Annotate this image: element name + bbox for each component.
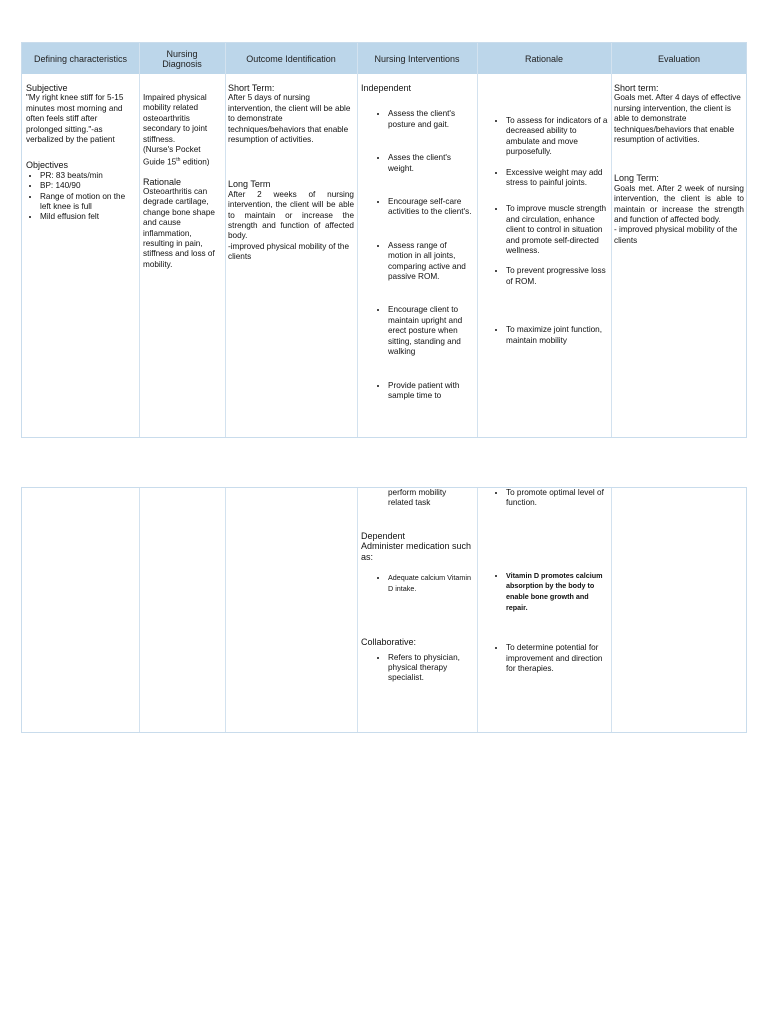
dependent-item: • Adequate calcium Vitamin D intake. [388, 573, 473, 594]
evaluation-long-label: Long Term: [614, 173, 659, 184]
objectives-list [26, 171, 134, 223]
dependent-list [361, 573, 473, 594]
diagnosis-text: Impaired physical mobility related osteoarthritis secondary to joint stiffness. [143, 93, 208, 144]
rationale-item: • Vitamin D promotes calcium absorption by the body to enable bone growth and repair. [506, 571, 608, 613]
outcome-long-text: After 2 weeks of nursing intervention, the client will be able to maintain or increase the strength and function of affected body. [228, 189, 354, 241]
intervention-continued-text: perform mobility related task [388, 488, 447, 508]
objective-item: • BP: 140/90 [40, 181, 134, 191]
column-divider [477, 488, 478, 732]
column-divider [225, 488, 226, 732]
subjective-label: Subjective [26, 83, 68, 93]
intervention-item: • Assess range of motion in all joints, comparing active and passive ROM. [388, 241, 473, 283]
defining-characteristics-cell [26, 83, 134, 223]
outcome-long-label: Long Term [228, 179, 271, 190]
header-rationale: Rationale [524, 53, 564, 64]
rationale-item: • To improve muscle strength and circulation, enhance client to control in situation and promote self-directed wellness. [506, 204, 608, 256]
intervention-item: • Assess the client's posture and gait. [388, 109, 473, 130]
column-divider [139, 43, 140, 437]
evaluation-long-text: Goals met. After 2 week of nursing intervention, the client is able to maintain or increase the strength and function of affected body. [614, 183, 744, 225]
intervention-list [361, 109, 473, 401]
rationale-continued-cell [480, 488, 608, 674]
nursing-interventions-continued-cell [361, 488, 473, 684]
header-defining-characteristics: Defining characteristics [33, 53, 128, 64]
column-divider [611, 43, 612, 437]
outcome-long-extra: -improved physical mobility of the clients [228, 241, 350, 262]
rationale-list [480, 116, 608, 346]
collaborative-label: Collaborative: [361, 637, 417, 648]
table-header-row [22, 43, 746, 74]
intervention-item: • Provide patient with sample time to [388, 381, 473, 402]
intervention-item: • Encourage self-care activities to the client's. [388, 197, 473, 218]
rationale-item: • To determine potential for improvement and direction for therapies. [506, 643, 608, 674]
outcome-short-text: After 5 days of nursing intervention, the client will be able to demonstrate techniques/behaviors that enable resumption of activities. [228, 93, 351, 145]
dependent-text: Administer medication such as: [361, 541, 472, 562]
diagnosis-rationale-text: Osteoarthritis can degrade cartilage, change bone shape and cause inflammation, resulting in pain, stiffness and loss of mobility. [143, 186, 215, 269]
column-divider [611, 488, 612, 732]
rationale-item: • To promote optimal level of function. [506, 488, 608, 509]
rationale-item: • To maximize joint function, maintain mobility [506, 325, 608, 346]
rationale-item: • To prevent progressive loss of ROM. [506, 266, 608, 287]
column-divider [477, 43, 478, 437]
header-nursing-interventions: Nursing Interventions [374, 53, 460, 64]
subjective-text: "My right knee stiff for 5-15 minutes most morning and often feels stiff after prolonged sitting."-as verbalized by the patient [26, 93, 124, 145]
nursing-diagnosis-cell [143, 93, 223, 270]
diagnosis-source [143, 145, 223, 169]
nursing-interventions-cell [361, 83, 473, 437]
intervention-item: • Asses the client's weight. [388, 153, 473, 174]
column-divider [139, 488, 140, 732]
evaluation-short-label: Short term: [614, 83, 659, 93]
care-plan-table-page-2 [21, 487, 747, 733]
column-divider [357, 43, 358, 437]
collaborative-list [361, 653, 473, 684]
column-divider [225, 43, 226, 437]
intervention-item: • Encourage client to maintain upright and erect posture when sitting, standing and walking [388, 305, 473, 357]
rationale-item: • To assess for indicators of a decreased ability to ambulate and move purposefully. [506, 116, 608, 158]
dependent-label: Dependent [361, 530, 406, 541]
evaluation-long-extra: - improved physical mobility of the clients [614, 225, 738, 245]
objective-item: • PR: 83 beats/min [40, 171, 134, 181]
diagnosis-source-sup: th [176, 157, 181, 164]
collaborative-item: • Refers to physician, physical therapy specialist. [388, 653, 473, 684]
diagnosis-source-edition: edition) [180, 158, 210, 168]
diagnosis-rationale-label: Rationale [143, 176, 182, 187]
header-nursing-diagnosis: Nursing Diagnosis [162, 48, 202, 69]
outcome-identification-cell [228, 83, 354, 263]
care-plan-table-page-1 [21, 42, 747, 438]
outcome-short-label: Short Term: [228, 83, 275, 93]
rationale-continued-list [480, 488, 608, 674]
header-evaluation: Evaluation [657, 53, 701, 64]
evaluation-short-text: Goals met. After 4 days of effective nursing intervention, the client is able to demonstrate techniques/behaviors that enable resumption of activities. [614, 93, 741, 145]
objectives-label: Objectives [26, 160, 69, 171]
rationale-cell [480, 116, 608, 346]
independent-label: Independent [361, 83, 412, 93]
diagnosis-source-text: (Nurse's Pocket Guide 15 [143, 145, 201, 168]
rationale-item: • Excessive weight may add stress to painful joints. [506, 168, 608, 189]
column-divider [357, 488, 358, 732]
objective-item: • Mild effusion felt [40, 212, 134, 222]
header-outcome-identification: Outcome Identification [246, 53, 336, 64]
objective-item: • Range of motion on the left knee is full [40, 192, 134, 213]
evaluation-cell [614, 83, 744, 246]
